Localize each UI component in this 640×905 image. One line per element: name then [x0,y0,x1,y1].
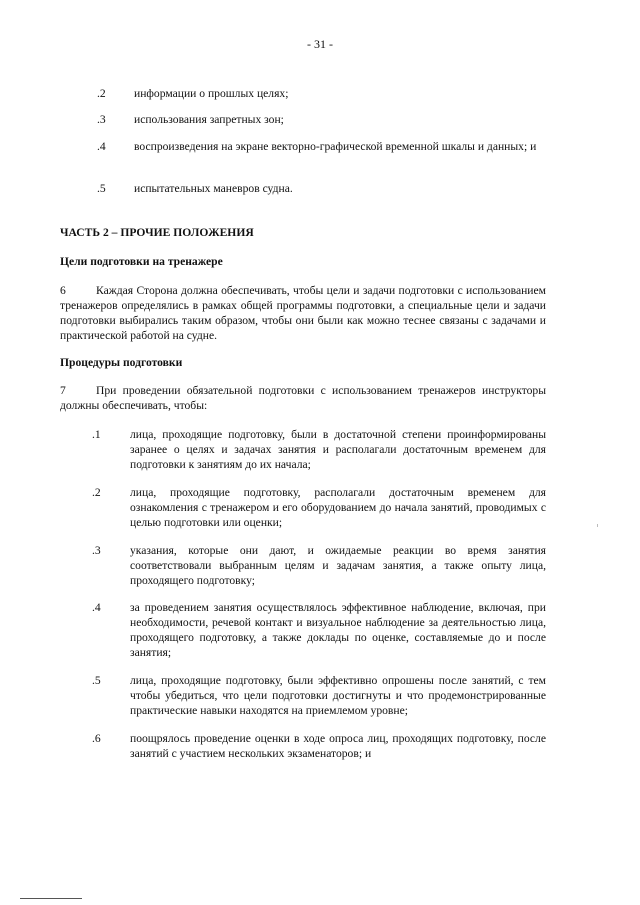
list-item [92,543,546,591]
section-title: Цели подготовки на тренажере [60,255,223,268]
paragraph-text: Каждая Сторона должна обеспечивать, чтобы цели и задачи подготовки с использованием тренажеров определялись в рамках общей программы подготовки, а специальные цели и задачи подготовки выбирались таким образом, чтобы они были как можно теснее связаны с задачами и практической работой на судне. [60,284,546,342]
list-item [97,112,547,127]
list-item [92,731,546,763]
list-item-number: .2 [92,486,101,499]
list-item-number: .5 [97,182,106,195]
paragraph-7 [60,383,546,413]
list-item-number: .3 [97,113,106,126]
list-item-text: информации о прошлых целях; [134,87,289,100]
scan-mark [597,524,598,527]
list-item-text: воспроизведения на экране векторно-графической временной шкалы и данных; и [134,140,537,153]
paragraph-6 [60,283,546,343]
list-item [92,600,546,664]
list-item-text: указания, которые они дают, и ожидаемые реакции во время занятия соответствовали выбранным целям и задачам занятия, а также опыту лица, проходящего подготовку; [130,544,546,587]
list-item-number: .4 [97,140,106,153]
list-item-text: лица, проходящие подготовку, были эффективно опрошены после занятий, с тем чтобы убедиться, что цели подготовки достигнуты и что продемонстрированные практические навыки находятся на приемлемом уровне; [130,674,546,717]
list-item [97,139,547,171]
paragraph-text: При проведении обязательной подготовки с использованием тренажеров инструкторы должны обеспечивать, чтобы: [60,384,546,412]
list-item [92,673,546,721]
part-heading: ЧАСТЬ 2 – ПРОЧИЕ ПОЛОЖЕНИЯ [60,226,254,239]
list-item-text: лица, проходящие подготовку, были в достаточной степени проинформированы заранее о целях и задачах занятия и располагали достаточным временем для подготовки к занятиям до их начала; [130,428,546,471]
list-item [92,427,546,475]
list-item-number: .6 [92,732,101,745]
list-item-number: .2 [97,87,106,100]
list-item-text: лица, проходящие подготовку, располагали достаточным временем для ознакомления с тренажером и его оборудованием до начала занятий, проводимых с целью подготовки или оценки; [130,486,546,529]
footnote-rule [20,898,82,899]
list-item [92,485,546,533]
list-item-number: .3 [92,544,101,557]
list-item [97,181,547,196]
list-item-text: испытательных маневров судна. [134,182,293,195]
paragraph-number: 6 [60,284,66,297]
list-item-text: использования запретных зон; [134,113,284,126]
page-number: - 31 - [307,37,333,51]
list-item-text: поощрялось проведение оценки в ходе опроса лиц, проходящих подготовку, после занятий с участием нескольких экзаменаторов; и [130,732,546,760]
list-item-text: за проведением занятия осуществлялось эффективное наблюдение, включая, при необходимости, речевой контакт и визуальное наблюдение за деятельностью лица, проходящего подготовку, а также доклады по оценке, составляемые до и после занятия; [130,601,546,659]
section-title: Процедуры подготовки [60,356,183,369]
list-item-number: .5 [92,674,101,687]
paragraph-number: 7 [60,384,66,397]
list-item-number: .4 [92,601,101,614]
list-item-number: .1 [92,428,101,441]
list-item [97,86,547,101]
